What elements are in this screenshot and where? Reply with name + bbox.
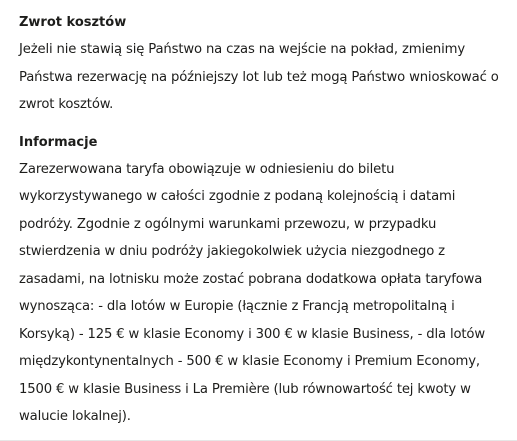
info-title: Informacje bbox=[19, 134, 98, 150]
refund-body: Jeżeli nie stawią się Państwo na czas na wejście na pokład, zmienimy Państwa rezerwację na późniejszy lot lub też mogą Państwo wnioskować o zwrot kosztów. bbox=[19, 42, 499, 112]
section-spacer bbox=[19, 119, 505, 134]
info-section bbox=[19, 134, 505, 431]
refund-title: Zwrot kosztów bbox=[19, 15, 127, 30]
info-body: Zarezerwowana taryfa obowiązuje w odniesieniu do biletu wykorzystywanego w całości zgodnie z podaną kolejnością i datami podróży. Zgodnie z ogólnymi warunkami przewozu, w przypadku stwierdzenia w dniu podróży jakiegokolwiek użycia niezgodnego z zasadami, na lotnisku może zostać pobrana dodatkowa opłata taryfowa wynosząca: - dla lotów w Europie (łącznie z Francją metropolitalną i Korsyką) - 125 € w klasie Economy i 300 € w klasie Business, - dla lotów międzykontynentalnych - 500 € w klasie Economy i Premium Economy, 1500 € w klasie Business i La Première (lub równowartość tej kwoty w walucie lokalnej). bbox=[19, 161, 485, 424]
refund-section bbox=[19, 14, 505, 119]
fare-conditions bbox=[19, 14, 505, 431]
